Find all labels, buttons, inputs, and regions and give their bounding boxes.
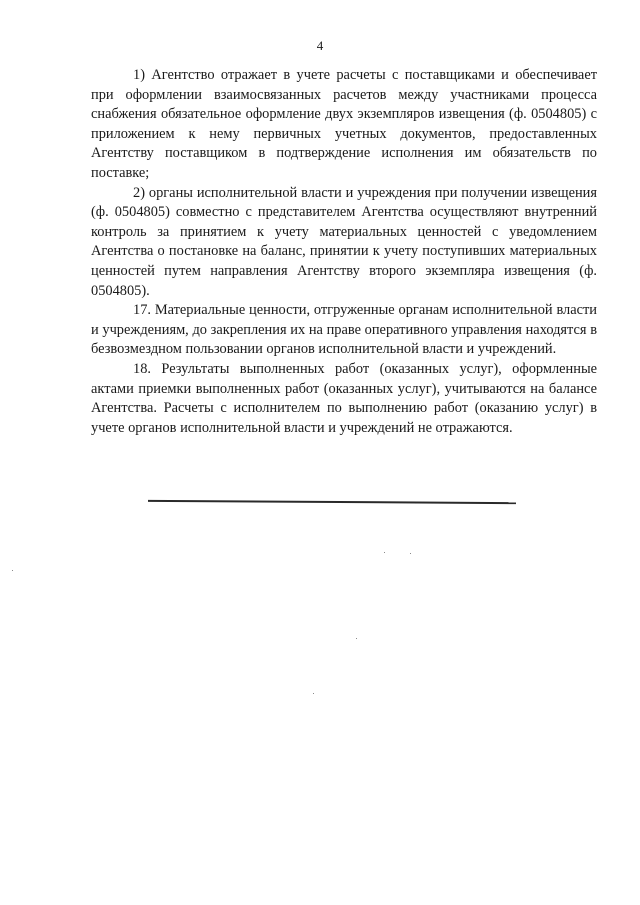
page-number: 4 [316, 38, 324, 53]
scan-speck [384, 552, 385, 553]
scan-speck [12, 570, 13, 571]
paragraph-executive-bodies-control: 2) органы исполнительной власти и учреждения при получении извещения (ф. 0504805) совместно с представителем Агентства осуществляют внутренний контроль за принятием к учету материальных ценностей с уведомлением Агентства о постановке на баланс, принятии к учету поступивших материальных ценностей путем направления Агентству второго экземпляра извещения (ф. 0504805). [91, 184, 597, 299]
scan-speck [356, 638, 357, 639]
scan-speck [410, 553, 411, 554]
paragraph-agency-settlements: 1) Агентство отражает в учете расчеты с поставщиками и обеспечивает при оформлении взаимосвязанных расчетов между участниками процесса снабжения обязательное оформление двух экземпляров извещения (ф. 0504805) с приложением к нему первичных учетных документов, предоставленных Агентству поставщиком в подтверждение исполнения им обязательств по поставке; [91, 67, 597, 181]
paragraph-17-material-values: 17. Материальные ценности, отгруженные органам исполнительной власти и учреждениям, до закрепления их на праве оперативного управления находятся в безвозмездном пользовании органов исполнительной власти и учреждений. [91, 302, 597, 358]
paragraph-18-work-results: 18. Результаты выполненных работ (оказанных услуг), оформленные актами приемки выполненных работ (оказанных услуг), учитываются на балансе Агентства. Расчеты с исполнителем по выполнению работ (оказанию услуг) в учете органов исполнительной власти и учреждений не отражаются. [91, 360, 597, 436]
document-body [91, 66, 597, 438]
closing-divider-line [148, 500, 516, 504]
scan-speck [313, 693, 314, 694]
